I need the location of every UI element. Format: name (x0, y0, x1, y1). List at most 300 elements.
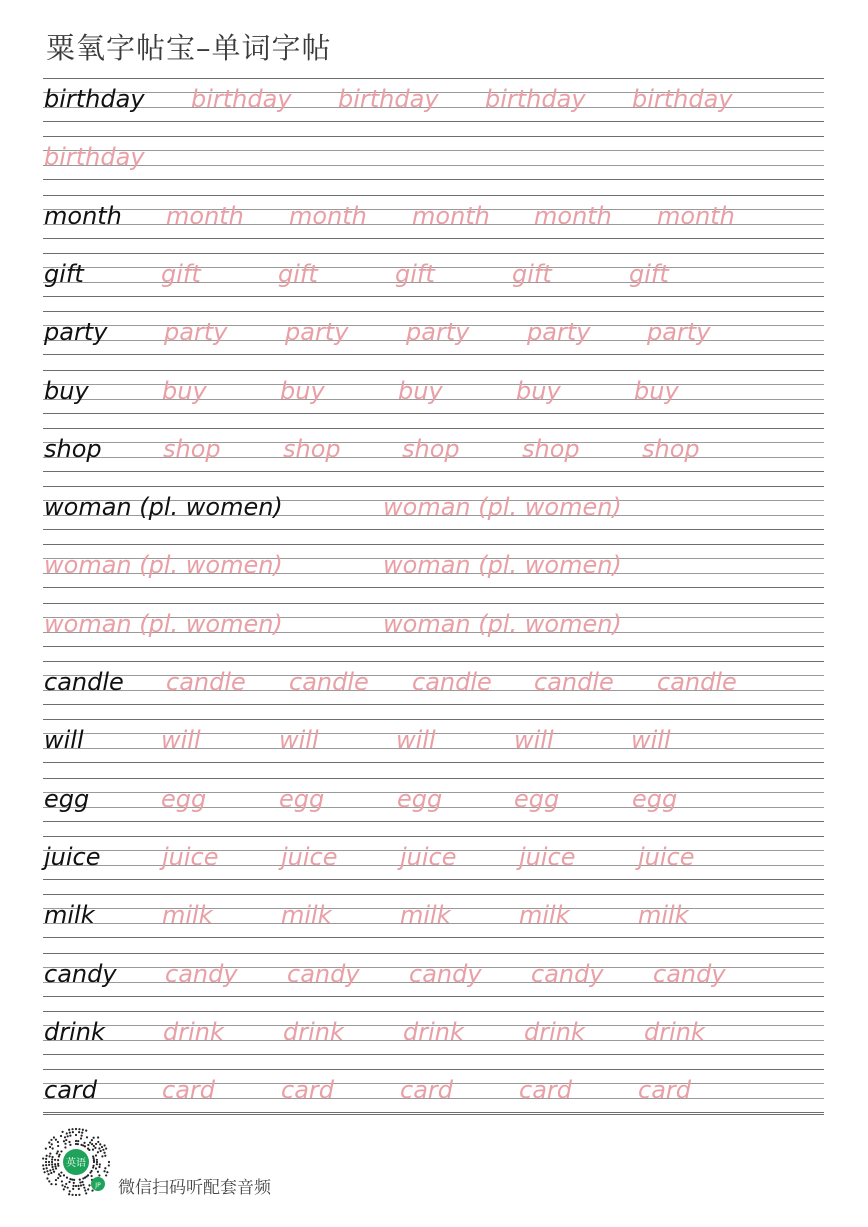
qr-dot (101, 1146, 103, 1148)
qr-dot (95, 1167, 97, 1169)
trace-word: will (396, 726, 436, 755)
qr-corner-badge-label: JP (95, 1182, 101, 1189)
trace-word: buy (398, 376, 443, 405)
model-word: shop (44, 434, 102, 463)
qr-dot (52, 1147, 54, 1149)
qr-dot (68, 1193, 70, 1195)
trace-word: shop (402, 434, 460, 463)
qr-dot (68, 1141, 70, 1143)
practice-row (43, 953, 824, 1011)
model-word: card (44, 1076, 98, 1105)
qr-dot (54, 1159, 56, 1161)
practice-row (43, 661, 824, 719)
qr-dot (100, 1150, 102, 1152)
trace-word: birthday (632, 85, 733, 113)
qr-dot (96, 1159, 98, 1161)
practice-row (43, 136, 824, 194)
trace-word: party (285, 318, 349, 347)
practice-row (43, 195, 824, 253)
qr-dot (104, 1167, 106, 1169)
trace-word: buy (162, 376, 207, 405)
trace-word: birthday (485, 85, 586, 113)
qr-dot (61, 1184, 63, 1186)
qr-dot (42, 1157, 44, 1159)
qr-dot (49, 1146, 51, 1148)
qr-dot (95, 1143, 97, 1145)
qr-dot (91, 1189, 93, 1191)
trace-word: juice (281, 842, 338, 871)
qr-dot (72, 1185, 74, 1187)
qr-dot (91, 1143, 93, 1145)
model-word: drink (44, 1017, 105, 1046)
qr-dot (46, 1170, 48, 1172)
qr-dot (55, 1179, 57, 1181)
qr-dot (103, 1170, 105, 1172)
page-title: 粟氧字帖宝–单词字帖 (46, 31, 332, 65)
ruling-line (43, 704, 824, 705)
qr-dot (93, 1145, 95, 1147)
qr-dot (93, 1157, 95, 1159)
ruling-line (43, 165, 824, 166)
qr-dot (66, 1176, 68, 1178)
qr-dot (96, 1161, 98, 1163)
ruling-line (43, 778, 824, 779)
qr-dot (108, 1164, 110, 1166)
trace-word: will (631, 726, 671, 755)
ruling-line (43, 587, 824, 588)
qr-dot (92, 1149, 94, 1151)
qr-dot (65, 1183, 67, 1185)
qr-dot (55, 1183, 57, 1185)
trace-word: gift (512, 259, 552, 288)
qr-dot (69, 1134, 71, 1136)
qr-dot (80, 1184, 82, 1186)
qr-dot (56, 1152, 58, 1154)
model-word: candle (44, 668, 124, 696)
trace-word: shop (642, 434, 700, 463)
qr-dot (45, 1147, 47, 1149)
trace-word: juice (638, 842, 695, 871)
qr-dot (75, 1140, 77, 1142)
qr-dot (81, 1132, 83, 1134)
qr-dot (50, 1172, 52, 1174)
qr-dot (79, 1179, 81, 1181)
practice-row (43, 428, 824, 486)
qr-dot (58, 1173, 60, 1175)
qr-dot (97, 1141, 99, 1143)
trace-word: party (647, 318, 711, 347)
trace-word: party (406, 318, 470, 347)
qr-dot (78, 1188, 80, 1190)
qr-dot (97, 1171, 99, 1173)
qr-dot (69, 1178, 71, 1180)
trace-word: woman (pl. women) (383, 551, 622, 580)
trace-word: juice (400, 842, 457, 871)
qr-dot (84, 1145, 86, 1147)
trace-word: card (162, 1076, 216, 1105)
qr-dot (77, 1185, 79, 1187)
practice-row (43, 836, 824, 894)
qr-dot (95, 1154, 97, 1156)
trace-word: gift (629, 259, 669, 288)
qr-dot (93, 1161, 95, 1163)
qr-dot (99, 1163, 101, 1165)
qr-dot (57, 1159, 59, 1161)
model-word: buy (44, 376, 89, 405)
qr-dot (98, 1147, 100, 1149)
practice-row (43, 719, 824, 777)
qr-dot (46, 1167, 48, 1169)
practice-row (43, 894, 824, 952)
ruling-line (43, 413, 824, 414)
ruling-line (43, 821, 824, 822)
qr-dot (71, 1194, 73, 1196)
qr-dot (81, 1181, 83, 1183)
ruling-line (43, 179, 824, 180)
ruling-line (43, 296, 824, 297)
qr-dot (92, 1166, 94, 1168)
qr-dot (78, 1128, 80, 1130)
trace-word: woman (pl. women) (44, 551, 283, 580)
model-word: party (44, 318, 108, 347)
ruling-line (43, 195, 824, 196)
qr-dot (49, 1169, 51, 1171)
qr-dot (48, 1142, 50, 1144)
qr-code-icon[interactable] (40, 1126, 112, 1198)
qr-dot (93, 1137, 95, 1139)
qr-dot (78, 1194, 80, 1196)
ruling-line (43, 894, 824, 895)
qr-dot (48, 1164, 50, 1166)
qr-dot (106, 1171, 108, 1173)
model-word: will (44, 726, 84, 755)
trace-word: gift (161, 259, 201, 288)
ruling-line (43, 253, 824, 254)
model-word: month (44, 201, 122, 230)
ruling-line (43, 354, 824, 355)
qr-dot (46, 1177, 48, 1179)
model-word: gift (44, 259, 84, 288)
trace-word: will (279, 726, 319, 755)
qr-dot (102, 1149, 104, 1151)
qr-dot (69, 1190, 71, 1192)
trace-word: milk (400, 901, 451, 930)
ruling-line (43, 762, 824, 763)
qr-dot (51, 1166, 53, 1168)
ruling-line (43, 370, 824, 371)
ruling-line (43, 529, 824, 530)
trace-word: shop (163, 434, 221, 463)
ruling-line (43, 136, 824, 137)
qr-dot (108, 1161, 110, 1163)
qr-dot (105, 1147, 107, 1149)
qr-dot (79, 1181, 81, 1183)
qr-dot (81, 1134, 83, 1136)
qr-dot (71, 1128, 73, 1130)
trace-word: woman (pl. women) (383, 493, 622, 522)
trace-word: party (527, 318, 591, 347)
trace-word: milk (638, 901, 689, 930)
ruling-line (43, 1112, 824, 1113)
qr-dot (57, 1177, 59, 1179)
trace-word: woman (pl. women) (383, 609, 622, 638)
qr-dot (97, 1136, 99, 1138)
ruling-line (43, 937, 824, 938)
qr-dot (49, 1153, 51, 1155)
qr-dot (57, 1145, 59, 1147)
trace-word: egg (397, 784, 443, 813)
ruling-line (43, 603, 824, 604)
trace-word: will (514, 726, 554, 755)
trace-word: shop (522, 434, 580, 463)
qr-dot (72, 1188, 74, 1190)
qr-dot (48, 1155, 50, 1157)
qr-dot (53, 1171, 55, 1173)
qr-dot (44, 1171, 46, 1173)
qr-dot (80, 1137, 82, 1139)
trace-word: candy (531, 959, 604, 988)
qr-dot (61, 1131, 63, 1133)
bottom-ruling-line (43, 1114, 824, 1115)
qr-dot (99, 1143, 101, 1145)
footer (40, 1126, 340, 1201)
trace-word: month (166, 201, 244, 230)
qr-dot (58, 1154, 60, 1156)
qr-dot (64, 1143, 66, 1145)
trace-word: card (400, 1076, 454, 1105)
trace-word: juice (519, 842, 576, 871)
trace-word: milk (519, 901, 570, 930)
trace-word: milk (162, 901, 213, 930)
qr-dot (68, 1129, 70, 1131)
qr-dot (51, 1156, 53, 1158)
qr-dot (46, 1155, 48, 1157)
qr-dot (93, 1159, 95, 1161)
trace-word: candy (165, 959, 238, 988)
qr-dot (84, 1189, 86, 1191)
qr-dot (91, 1175, 93, 1177)
qr-dot (75, 1185, 77, 1187)
qr-dot (67, 1187, 69, 1189)
ruling-line (43, 1011, 824, 1012)
qr-dot (88, 1149, 90, 1151)
trace-word: drink (163, 1017, 224, 1046)
qr-dot (51, 1163, 53, 1165)
ruling-line (43, 471, 824, 472)
qr-dot (85, 1130, 87, 1132)
qr-dot (96, 1163, 98, 1165)
trace-word: gift (395, 259, 435, 288)
trace-word: milk (281, 901, 332, 930)
qr-dot (54, 1165, 56, 1167)
qr-dot (45, 1158, 47, 1160)
qr-dot (57, 1163, 59, 1165)
ruling-line (43, 953, 824, 954)
ruling-line (43, 1054, 824, 1055)
qr-dot (72, 1131, 74, 1133)
ruling-line (43, 486, 824, 487)
ruling-line (43, 238, 824, 239)
qr-dot (66, 1132, 68, 1134)
trace-word: juice (162, 842, 219, 871)
trace-word: card (519, 1076, 573, 1105)
trace-word: egg (632, 784, 678, 813)
ruling-line (43, 121, 824, 122)
trace-word: month (534, 201, 612, 230)
qr-dot (83, 1187, 85, 1189)
qr-dot (73, 1179, 75, 1181)
qr-dot (57, 1141, 59, 1143)
qr-dot (51, 1143, 53, 1145)
trace-word: buy (634, 376, 679, 405)
trace-word: buy (280, 376, 325, 405)
practice-row (43, 778, 824, 836)
trace-word: buy (516, 376, 561, 405)
trace-word: card (638, 1076, 692, 1105)
model-word: egg (44, 784, 90, 813)
ruling-line (43, 836, 824, 837)
qr-dot (43, 1168, 45, 1170)
trace-word: birthday (191, 85, 292, 113)
ruling-line (43, 661, 824, 662)
ruling-line (43, 428, 824, 429)
model-word: woman (pl. women) (44, 493, 283, 522)
qr-dot (77, 1140, 79, 1142)
trace-word: drink (403, 1017, 464, 1046)
trace-word: birthday (44, 143, 145, 172)
qr-dot (94, 1147, 96, 1149)
qr-dot (52, 1168, 54, 1170)
qr-dot (75, 1134, 77, 1136)
ruling-line (43, 996, 824, 997)
qr-dot (53, 1136, 55, 1138)
trace-word: month (412, 201, 490, 230)
trace-word: shop (283, 434, 341, 463)
model-word: candy (44, 959, 117, 988)
qr-dot (65, 1139, 67, 1141)
qr-dot (47, 1173, 49, 1175)
qr-dot (89, 1171, 91, 1173)
practice-row (43, 1069, 824, 1127)
qr-dot (50, 1183, 52, 1185)
qr-dot (97, 1151, 99, 1153)
qr-dot (101, 1155, 103, 1157)
trace-word: birthday (338, 85, 439, 113)
qr-dot (69, 1144, 71, 1146)
practice-row (43, 1011, 824, 1069)
qr-dot (91, 1139, 93, 1141)
ruling-line (43, 879, 824, 880)
qr-center-label: 英语 (66, 1158, 86, 1169)
qr-dot (105, 1174, 107, 1176)
qr-dot (67, 1135, 69, 1137)
practice-row (43, 603, 824, 661)
qr-dot (63, 1188, 65, 1190)
qr-dot (103, 1144, 105, 1146)
qr-dot (45, 1161, 47, 1163)
qr-dot (63, 1140, 65, 1142)
qr-dot (64, 1136, 66, 1138)
qr-dot (85, 1192, 87, 1194)
trace-word: egg (279, 784, 325, 813)
ruling-line (43, 719, 824, 720)
practice-row (43, 544, 824, 602)
qr-dot (75, 1128, 77, 1130)
model-word: juice (44, 842, 101, 871)
qr-dot (88, 1184, 90, 1186)
ruling-line (43, 544, 824, 545)
qr-dot (82, 1129, 84, 1131)
ruling-line (43, 311, 824, 312)
model-word: milk (44, 901, 95, 930)
qr-dot (60, 1135, 62, 1137)
trace-word: candy (409, 959, 482, 988)
trace-word: candy (287, 959, 360, 988)
qr-dot (64, 1146, 66, 1148)
ruling-line (43, 78, 824, 79)
qr-dot (98, 1166, 100, 1168)
qr-dot (87, 1144, 89, 1146)
qr-dot (51, 1158, 53, 1160)
qr-dot (64, 1186, 66, 1188)
qr-dot (55, 1167, 57, 1169)
qr-dot (75, 1194, 77, 1196)
qr-dot (68, 1181, 70, 1183)
trace-word: drink (524, 1017, 585, 1046)
trace-word: candle (534, 668, 614, 696)
qr-dot (89, 1141, 91, 1143)
qr-dot (51, 1161, 53, 1163)
qr-dot (55, 1139, 57, 1141)
qr-dot (63, 1174, 65, 1176)
qr-dot (59, 1175, 61, 1177)
ruling-line (43, 150, 824, 151)
qr-dot (48, 1180, 50, 1182)
qr-dot (48, 1161, 50, 1163)
qr-dot (54, 1163, 56, 1165)
trace-word: candle (657, 668, 737, 696)
trace-word: card (281, 1076, 335, 1105)
trace-word: will (161, 726, 201, 755)
ruling-line (43, 646, 824, 647)
qr-dot (87, 1188, 89, 1190)
qr-dot (78, 1131, 80, 1133)
trace-word: drink (644, 1017, 705, 1046)
qr-dot (69, 1132, 71, 1134)
qr-dot (75, 1143, 77, 1145)
qr-dot (61, 1180, 63, 1182)
practice-row (43, 78, 824, 136)
practice-row (43, 486, 824, 544)
practice-row (43, 253, 824, 311)
qr-dot (82, 1177, 84, 1179)
trace-word: candle (289, 668, 369, 696)
trace-word: month (289, 201, 367, 230)
qr-dot (45, 1164, 47, 1166)
trace-word: candle (412, 668, 492, 696)
qr-dot (86, 1136, 88, 1138)
qr-dot (104, 1155, 106, 1157)
trace-word: party (164, 318, 228, 347)
trace-word: egg (514, 784, 560, 813)
qr-dot (82, 1184, 84, 1186)
model-word: birthday (44, 85, 145, 113)
footer-caption: 微信扫码听配套音频 (118, 1178, 271, 1198)
trace-word: woman (pl. women) (44, 609, 283, 638)
trace-word: gift (278, 259, 318, 288)
qr-dot (77, 1143, 79, 1145)
qr-dot (98, 1174, 100, 1176)
